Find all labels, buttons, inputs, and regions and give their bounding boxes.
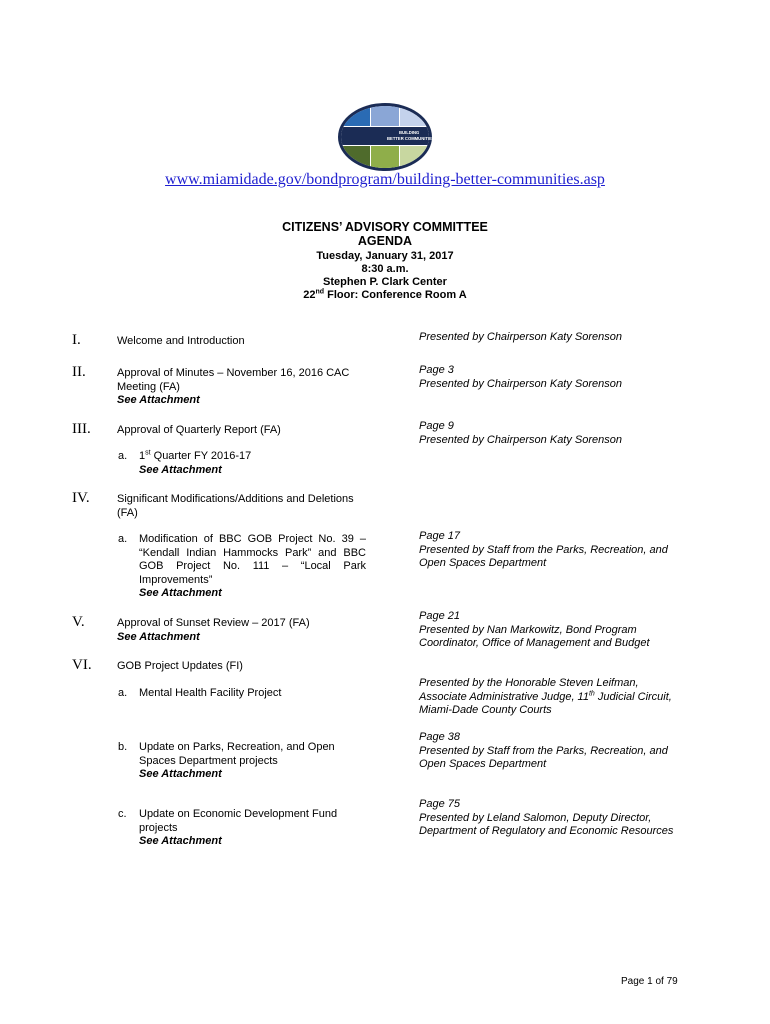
item-vi-sub-c-attachment: See Attachment [139,835,222,847]
item-vi-sub-b-presenter: Page 38 Presented by Staff from the Parks, Recreation, and Open Spaces Department [419,731,709,772]
item-iii-sub-a-letter: a. [118,450,128,462]
item-number-ii: II. [72,364,86,380]
item-ii-page: Page 3 [419,364,454,376]
item-iv-sub-a-text: Modification of BBC GOB Project No. 39 – “Kendall Indian Hammocks Park” and BBC GOB Project No. 111 – “Local Park Improvements” See Attachment [139,533,366,599]
item-i-presenter: Presented by Chairperson Katy Sorenson [419,331,623,343]
agenda-heading: AGENDA [357,234,413,248]
item-v-page: Page 21 [419,610,460,622]
meeting-date: Tuesday, January 31, 2017 [316,250,454,262]
item-iv-sub-a-presenter: Page 17 Presented by Staff from the Parks, Recreation, and Open Spaces Department [419,530,709,571]
item-vi-text: GOB Project Updates (FI) [117,660,243,672]
item-number-iii: III. [72,421,91,437]
logo-text-line2: BETTER COMMUNITIES [387,136,433,141]
committee-title: CITIZENS’ ADVISORY COMMITTEE [282,220,488,234]
item-iii-presenter: Page 9 Presented by Chairperson Katy Sorenson [419,420,709,447]
item-ii-presenter: Page 3 Presented by Chairperson Katy Sorenson [419,364,709,391]
item-vi-sub-a-text: Mental Health Facility Project [139,687,282,699]
meeting-time: 8:30 a.m. [361,263,409,275]
item-ii-attachment: See Attachment [117,394,200,406]
item-v-text: Approval of Sunset Review – 2017 (FA) See Attachment [117,617,310,643]
item-iv-text: Significant Modifications/Additions and Deletions (FA) [117,493,354,519]
meeting-room: 22nd Floor: Conference Room A [303,288,467,301]
item-number-v: V. [72,614,85,630]
item-vi-sub-c-page: Page 75 [419,798,460,810]
item-iii-page: Page 9 [419,420,454,432]
item-vi-sub-b-text: Update on Parks, Recreation, and Open Spaces Department projects See Attachment [139,741,335,780]
building-better-communities-logo [337,102,433,172]
logo-text-line1: BUILDING [399,130,420,135]
item-iv-sub-a-letter: a. [118,533,128,545]
meeting-place: Stephen P. Clark Center [323,276,447,288]
item-v-attachment: See Attachment [117,630,200,643]
item-vi-sub-b-letter: b. [118,741,128,753]
page-number: Page 1 of 79 [621,976,678,987]
item-vi-sub-c-letter: c. [118,808,127,820]
item-iv-sub-a-page: Page 17 [419,530,460,542]
item-i-text: Welcome and Introduction [117,335,245,347]
item-number-vi: VI. [72,657,92,673]
item-number-iv: IV. [72,490,90,506]
item-number-i: I. [72,332,81,348]
program-url-link[interactable]: www.miamidade.gov/bondprogram/building-better-communities.asp [165,171,605,188]
item-vi-sub-b-attachment: See Attachment [139,768,222,780]
item-vi-sub-b-page: Page 38 [419,731,460,743]
item-vi-sub-a-letter: a. [118,687,128,699]
item-iii-text: Approval of Quarterly Report (FA) [117,424,281,436]
item-vi-sub-c-presenter: Page 75 Presented by Leland Salomon, Deputy Director, Department of Regulatory and Economic Resources [419,798,709,839]
item-iv-sub-a-attachment: See Attachment [139,587,222,599]
item-v-presenter: Page 21 Presented by Nan Markowitz, Bond Program Coordinator, Office of Management and Budget [419,610,709,651]
item-ii-text: Approval of Minutes – November 16, 2016 CAC Meeting (FA) See Attachment [117,367,350,406]
item-vi-sub-c-text: Update on Economic Development Fund projects See Attachment [139,808,338,847]
item-iii-sub-a-text: 1st Quarter FY 2016-17 See Attachment [139,449,252,476]
item-vi-sub-a-presenter: Presented by the Honorable Steven Leifman, Associate Administrative Judge, 11th Judicial Circuit, Miami-Dade County Courts [419,677,672,716]
item-iii-sub-a-attachment: See Attachment [139,463,222,476]
